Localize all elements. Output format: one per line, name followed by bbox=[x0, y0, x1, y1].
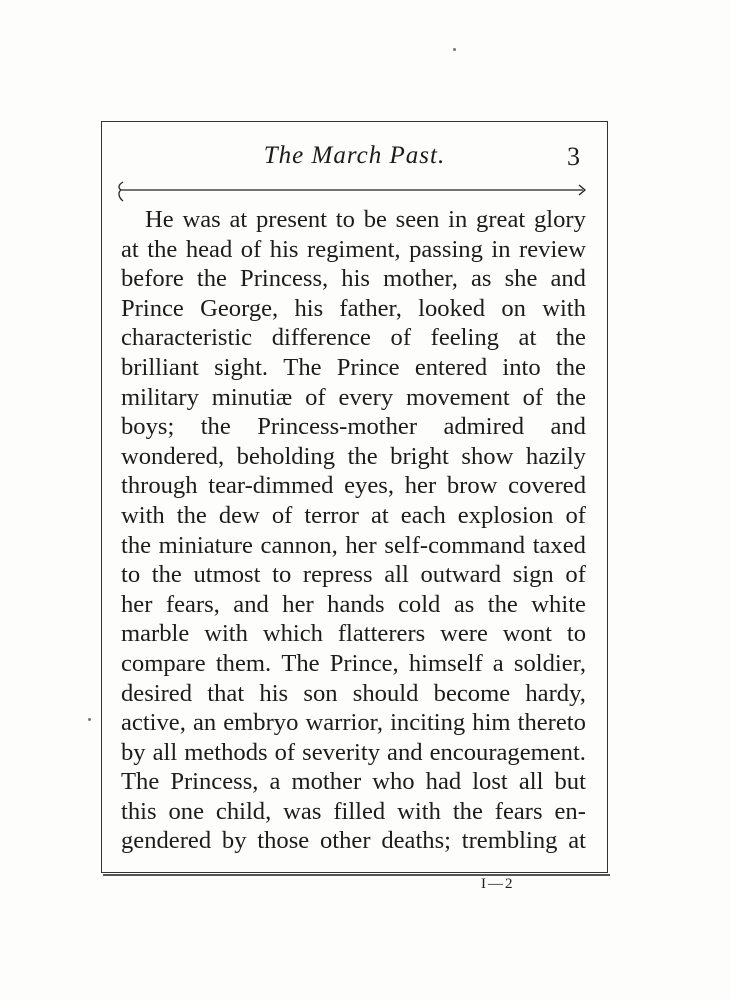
text-word: movement bbox=[405, 383, 510, 411]
text-word: in bbox=[491, 235, 511, 263]
text-word: review bbox=[519, 235, 586, 263]
text-word: gendered bbox=[121, 827, 212, 855]
text-word: her bbox=[121, 590, 153, 618]
text-word: dew bbox=[218, 501, 260, 529]
text-word: trembling bbox=[461, 827, 558, 855]
text-word: Princess, bbox=[170, 768, 259, 796]
text-word: of bbox=[390, 324, 412, 352]
text-word: all bbox=[518, 768, 544, 796]
text-word: at bbox=[121, 235, 139, 263]
text-word: with bbox=[542, 294, 586, 322]
text-word: bright bbox=[390, 442, 449, 470]
text-word: to bbox=[566, 620, 586, 648]
text-word: methods bbox=[184, 738, 268, 766]
text-line bbox=[121, 412, 586, 442]
text-word: of bbox=[271, 501, 293, 529]
text-word: and bbox=[550, 265, 586, 293]
text-word: characteristic bbox=[121, 324, 253, 352]
text-line bbox=[121, 619, 586, 649]
text-line bbox=[121, 708, 586, 738]
text-word: wondered, bbox=[121, 442, 225, 470]
text-line bbox=[121, 797, 586, 827]
text-word: deaths; bbox=[381, 827, 451, 855]
printer-signature-mark: I—2 bbox=[481, 876, 515, 892]
text-word: explosion bbox=[457, 501, 554, 529]
text-word: The bbox=[281, 649, 320, 677]
text-word: she bbox=[504, 265, 538, 293]
text-line bbox=[121, 353, 586, 383]
text-word: to bbox=[272, 561, 292, 589]
text-word: great bbox=[476, 206, 526, 233]
text-word: the bbox=[196, 265, 227, 293]
text-word: mother bbox=[291, 768, 362, 796]
text-word: minutiæ bbox=[211, 383, 293, 411]
text-word: an bbox=[192, 709, 217, 737]
text-word: regiment, bbox=[307, 235, 401, 263]
text-word: taxed bbox=[532, 531, 586, 559]
text-word: The bbox=[283, 353, 322, 381]
text-word: all bbox=[384, 561, 409, 589]
text-word: the bbox=[176, 501, 207, 529]
text-word: become bbox=[433, 679, 511, 707]
text-word: Prince bbox=[336, 353, 400, 381]
text-line bbox=[121, 383, 586, 413]
text-word: the bbox=[555, 324, 586, 352]
text-word: of bbox=[522, 383, 544, 411]
text-word: of bbox=[305, 383, 326, 411]
text-word: child, bbox=[215, 797, 272, 825]
text-word: He bbox=[145, 206, 174, 233]
text-line bbox=[121, 264, 586, 294]
text-word: the bbox=[452, 797, 483, 825]
text-word: and bbox=[387, 738, 423, 766]
text-word: before bbox=[121, 265, 184, 293]
text-word: the bbox=[555, 353, 586, 381]
text-word: father, bbox=[339, 294, 402, 322]
text-line bbox=[121, 531, 586, 561]
text-word: lost bbox=[472, 768, 508, 796]
text-word: cannon, bbox=[260, 531, 338, 559]
text-word: as bbox=[453, 590, 475, 618]
text-word: tear-dimmed bbox=[208, 472, 334, 500]
text-word: should bbox=[352, 679, 419, 707]
text-line bbox=[121, 738, 586, 768]
text-word: as bbox=[470, 265, 492, 293]
text-word: him bbox=[472, 709, 511, 737]
text-line bbox=[121, 294, 586, 324]
text-line bbox=[121, 826, 586, 856]
paper-speck bbox=[453, 48, 456, 51]
text-word: inciting bbox=[390, 709, 466, 737]
text-line bbox=[121, 471, 586, 501]
text-word: the bbox=[487, 590, 518, 618]
text-word: hardy, bbox=[525, 679, 586, 707]
text-word: which bbox=[262, 620, 323, 648]
text-word: to bbox=[335, 206, 355, 233]
text-word: military bbox=[121, 383, 199, 411]
text-line bbox=[121, 442, 586, 472]
text-word: sight. bbox=[214, 353, 269, 381]
text-word: utmost bbox=[193, 561, 261, 589]
text-word: cold bbox=[398, 590, 441, 618]
text-word: with bbox=[204, 620, 248, 648]
text-word: had bbox=[425, 768, 462, 796]
text-word: this bbox=[121, 797, 157, 825]
text-word: the bbox=[555, 383, 586, 411]
text-word: a bbox=[492, 649, 504, 677]
text-word: feeling bbox=[430, 324, 499, 352]
text-word: glory bbox=[533, 206, 586, 233]
text-word: was bbox=[182, 206, 221, 233]
text-word: fears, bbox=[165, 590, 220, 618]
text-word: those bbox=[257, 827, 310, 855]
text-word: with bbox=[121, 501, 165, 529]
text-word: at bbox=[370, 501, 389, 529]
text-word: boys; bbox=[121, 413, 175, 441]
text-word: a bbox=[269, 768, 281, 796]
text-word: each bbox=[400, 501, 446, 529]
text-word: of bbox=[565, 561, 586, 589]
text-word: to bbox=[121, 561, 141, 589]
text-word: flatterers bbox=[337, 620, 426, 648]
text-word: outward bbox=[420, 561, 502, 589]
text-word: his bbox=[269, 235, 299, 263]
text-word: into bbox=[502, 353, 541, 381]
text-word: the bbox=[200, 413, 231, 441]
text-word: warrior, bbox=[305, 709, 383, 737]
paper-speck bbox=[88, 718, 91, 721]
text-word: filled bbox=[333, 797, 386, 825]
text-word: active, bbox=[121, 709, 186, 737]
text-word: passing bbox=[409, 235, 483, 263]
text-word: of bbox=[240, 235, 262, 263]
text-word: show bbox=[461, 442, 514, 470]
text-word: the bbox=[151, 561, 182, 589]
text-word: admired bbox=[443, 413, 525, 441]
text-line bbox=[121, 205, 586, 235]
text-word: present bbox=[255, 206, 328, 233]
text-word: soldier, bbox=[513, 649, 586, 677]
text-word: of bbox=[565, 501, 586, 529]
text-word: Prince bbox=[121, 294, 184, 322]
text-word: at bbox=[568, 827, 586, 855]
text-line bbox=[121, 560, 586, 590]
text-word: encouragement. bbox=[429, 738, 586, 766]
text-word: by bbox=[121, 738, 146, 766]
text-word: hands bbox=[327, 590, 385, 618]
text-word: hazily bbox=[525, 442, 586, 470]
text-word: his bbox=[341, 265, 370, 293]
text-word: wont bbox=[502, 620, 552, 648]
text-word: his bbox=[259, 679, 289, 707]
text-word: embryo bbox=[223, 709, 299, 737]
text-word: them. bbox=[215, 649, 272, 677]
text-word: but bbox=[554, 768, 586, 796]
text-word: beholding bbox=[236, 442, 336, 470]
text-word: and bbox=[233, 590, 269, 618]
text-word: Princess, bbox=[240, 265, 329, 293]
text-word: her bbox=[345, 531, 377, 559]
text-line bbox=[121, 501, 586, 531]
text-word: mother, bbox=[383, 265, 458, 293]
text-word: by bbox=[221, 827, 247, 855]
text-word: be bbox=[363, 206, 387, 233]
text-word: Princess-mother bbox=[257, 413, 418, 441]
text-word: covered bbox=[508, 472, 586, 500]
text-word: severity bbox=[302, 738, 381, 766]
text-word: sign bbox=[512, 561, 554, 589]
text-word: terror bbox=[304, 501, 359, 529]
text-word: George, bbox=[200, 294, 279, 322]
text-word: en- bbox=[554, 797, 586, 825]
text-word: every bbox=[338, 383, 394, 411]
text-word: with bbox=[397, 797, 441, 825]
text-word: all bbox=[152, 738, 178, 766]
text-word: thereto bbox=[517, 709, 586, 737]
text-word: at bbox=[518, 324, 537, 352]
text-word: his bbox=[294, 294, 324, 322]
text-word: himself bbox=[408, 649, 483, 677]
text-word: on bbox=[501, 294, 526, 322]
text-word: fears bbox=[494, 797, 543, 825]
text-word: and bbox=[550, 413, 586, 441]
page-number: 3 bbox=[567, 142, 580, 171]
text-line bbox=[121, 679, 586, 709]
text-line bbox=[121, 767, 586, 797]
text-word: white bbox=[531, 590, 586, 618]
text-word: of bbox=[274, 738, 296, 766]
text-word: the bbox=[121, 531, 152, 559]
text-word: seen bbox=[395, 206, 440, 233]
text-word: through bbox=[121, 472, 198, 500]
text-line bbox=[121, 590, 586, 620]
text-word: who bbox=[372, 768, 415, 796]
text-word: brow bbox=[446, 472, 498, 500]
text-word: desired bbox=[121, 679, 193, 707]
text-word: self-command bbox=[384, 531, 526, 559]
text-word: Prince, bbox=[329, 649, 399, 677]
text-word: marble bbox=[121, 620, 190, 648]
text-word: brilliant bbox=[121, 353, 199, 381]
text-word: at bbox=[229, 206, 248, 233]
text-word: compare bbox=[121, 649, 206, 677]
running-title: The March Past. bbox=[263, 142, 446, 169]
text-word: son bbox=[303, 679, 338, 707]
text-word: entered bbox=[414, 353, 488, 381]
ornamental-rule bbox=[117, 180, 587, 204]
text-line bbox=[121, 323, 586, 353]
text-word: head bbox=[185, 235, 233, 263]
text-word: in bbox=[448, 206, 468, 233]
body-text bbox=[121, 205, 586, 856]
text-word: was bbox=[283, 797, 322, 825]
text-word: one bbox=[168, 797, 204, 825]
text-word: difference bbox=[271, 324, 371, 352]
text-word: repress bbox=[302, 561, 373, 589]
text-word: her bbox=[282, 590, 314, 618]
page-border-shadow bbox=[103, 874, 610, 876]
text-word: miniature bbox=[158, 531, 253, 559]
text-word: the bbox=[347, 442, 378, 470]
text-word: looked bbox=[418, 294, 486, 322]
text-line bbox=[121, 649, 586, 679]
text-word: eyes, bbox=[344, 472, 394, 500]
text-word: were bbox=[440, 620, 488, 648]
text-word: the bbox=[147, 235, 178, 263]
text-word: other bbox=[320, 827, 371, 855]
text-word: The bbox=[121, 768, 160, 796]
text-line bbox=[121, 235, 586, 265]
text-word: her bbox=[404, 472, 437, 500]
text-word: that bbox=[207, 679, 245, 707]
